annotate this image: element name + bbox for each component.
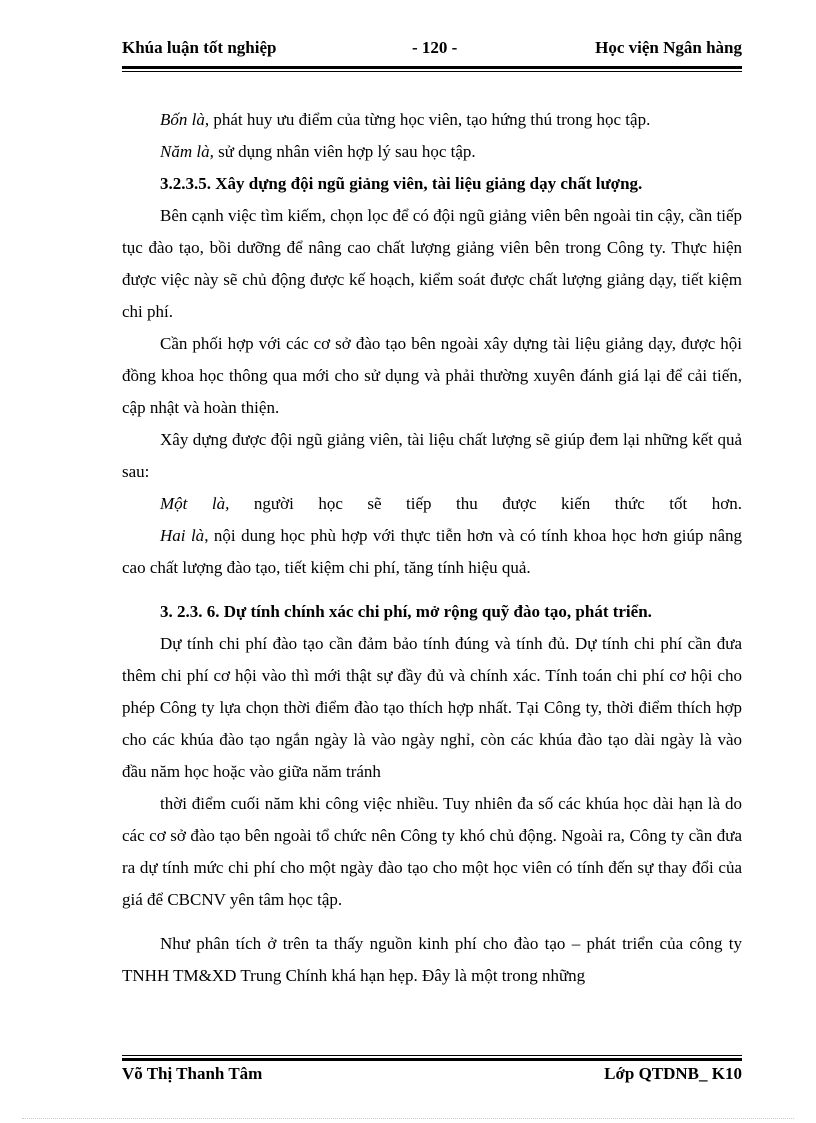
section-heading-3-2-3-6: 3. 2.3. 6. Dự tính chính xác chi phí, mở rộng quỹ đào tạo, phát triển. — [160, 602, 652, 621]
header-institution: Học viện Ngân hàng — [595, 38, 742, 57]
paragraph-results-intro: Xây dựng được đội ngũ giảng viên, tài liệu chất lượng sẽ giúp đem lại những kết quả sau: — [122, 430, 742, 481]
document-body — [122, 104, 742, 992]
text-bon-la: , phát huy ưu điểm của từng học viên, tạo hứng thú trong học tập. — [204, 110, 651, 129]
paragraph-teaching-materials: Cần phối hợp với các cơ sở đào tạo bên ngoài xây dựng tài liệu giảng dạy, được hội đồng khoa học thông qua mới cho sử dụng và phải thường xuyên đánh giá lại để cải tiến, cập nhật và hoàn thiện. — [122, 334, 742, 417]
text-nam-la: sử dụng nhân viên hợp lý sau học tập. — [213, 142, 476, 161]
page-header — [122, 38, 742, 64]
header-rule-thick — [122, 66, 742, 69]
paragraph-nam-la — [122, 136, 742, 168]
paragraph-funding-analysis: Như phân tích ở trên ta thấy nguồn kinh phí cho đào tạo – phát triển của công ty TNHH TM&XD Trung Chính khá hạn hẹp. Đây là một trong những — [122, 934, 742, 985]
footer-author: Võ Thị Thanh Tâm — [122, 1064, 263, 1083]
header-thesis-title: Khúa luận tốt nghiệp — [122, 38, 277, 57]
page-edge-dotted-line — [22, 1118, 794, 1119]
text-hai-la: , nội dung học phù hợp với thực tiễn hơn và có tính khoa học hơn giúp nâng cao chất lượng đào tạo, tiết kiệm chi phí, tăng tính hiệu quả. — [122, 526, 742, 577]
paragraph-bon-la — [122, 104, 742, 136]
lead-bon-la: Bốn là — [160, 110, 205, 129]
footer-rule-thin — [122, 1055, 742, 1056]
paragraph-mot-la — [122, 488, 742, 520]
header-rule-thin — [122, 71, 742, 72]
lead-mot-la: Một là, — [160, 494, 230, 513]
lead-nam-la: Năm là, — [160, 142, 214, 161]
lead-hai-la: Hai là — [160, 526, 205, 545]
footer-class: Lớp QTDNB_ K10 — [604, 1064, 742, 1083]
paragraph-hai-la — [122, 520, 742, 584]
footer-rule-thick — [122, 1058, 742, 1061]
paragraph-cost-estimate: Dự tính chi phí đào tạo cần đảm bảo tính đúng và tính đủ. Dự tính chi phí cần đưa thêm chi phí cơ hội vào thì mới thật sự đầy đủ và chính xác. Tính toán chi phí cơ hội cho phép Công ty lựa chọn thời điểm đào tạo thích hợp nhất. Tại Công ty, thời điểm thích hợp cho các khúa đào tạo ngắn ngày là vào ngày nghỉ, còn các khúa đào tạo dài ngày là vào đầu năm học hoặc vào giữa năm tránh — [122, 634, 742, 781]
paragraph-lecturer-selection: Bên cạnh việc tìm kiếm, chọn lọc để có đội ngũ giảng viên bên ngoài tin cậy, cần tiếp tục đào tạo, bồi dưỡng để nâng cao chất lượng giảng viên bên trong Công ty. Thực hiện được việc này sẽ chủ động được kế hoạch, kiểm soát được chất lượng giảng dạy, tiết kiệm chi phí. — [122, 206, 742, 321]
paragraph-cost-estimate-cont: thời điểm cuối năm khi công việc nhiều. Tuy nhiên đa số các khúa học dài hạn là do các cơ sở đào tạo bên ngoài tổ chức nên Công ty khó chủ động. Ngoài ra, Công ty cần đưa ra dự tính mức chi phí cho một ngày đào tạo cho một học viên có tính đến sự thay đổi của giá để CBCNV yên tâm học tập. — [122, 794, 742, 909]
text-mot-la: người học sẽ tiếp thu được kiến thức tốt hơn. — [229, 494, 742, 513]
page-footer — [122, 1064, 742, 1088]
section-heading-3-2-3-5: 3.2.3.5. Xây dựng đội ngũ giảng viên, tài liệu giảng dạy chất lượng. — [160, 174, 643, 193]
header-page-number: - 120 - — [412, 38, 458, 57]
